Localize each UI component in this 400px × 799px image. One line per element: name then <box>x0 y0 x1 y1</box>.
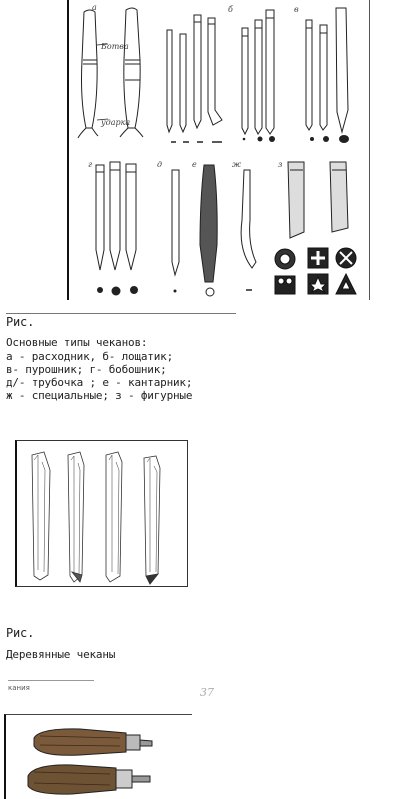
panel-mark-b: б <box>228 5 233 14</box>
figure-2-caption-prefix: Рис. <box>6 626 35 640</box>
tool-handle-1 <box>34 729 152 755</box>
cut-text: кания <box>8 684 30 692</box>
panel-mark-v: в <box>294 5 299 14</box>
figure-1-caption-title: Основные типы чеканов: <box>6 336 148 349</box>
panel-mark-e: е <box>192 160 197 169</box>
figure-1-caption-line-4: ж - специальные; з - фигурные <box>6 389 193 402</box>
tool-handle-2 <box>28 765 150 794</box>
panel-mark-z: з <box>278 160 283 169</box>
page-number-handwritten: 37 <box>200 686 214 699</box>
figure-1-caption-line-2: в- пурошник; г- бобошник; <box>6 363 167 376</box>
panel-mark-a: а <box>92 3 97 12</box>
figure-1-caption-line-3: д/- трубочка ; е - кантарник; <box>6 376 193 389</box>
panel-mark-g: г <box>88 160 93 169</box>
figure-1-caption-line-1: а - расходник, б- лощатик; <box>6 350 173 363</box>
panel-mark-d: д <box>157 160 163 169</box>
panel-mark-zh: ж <box>232 160 242 169</box>
figure-1-caption-prefix: Рис. <box>6 315 35 329</box>
label-handle: ударка <box>101 118 131 127</box>
label-head: Ботва <box>101 42 129 51</box>
figure-2-caption-title: Деревянные чеканы <box>6 648 116 661</box>
